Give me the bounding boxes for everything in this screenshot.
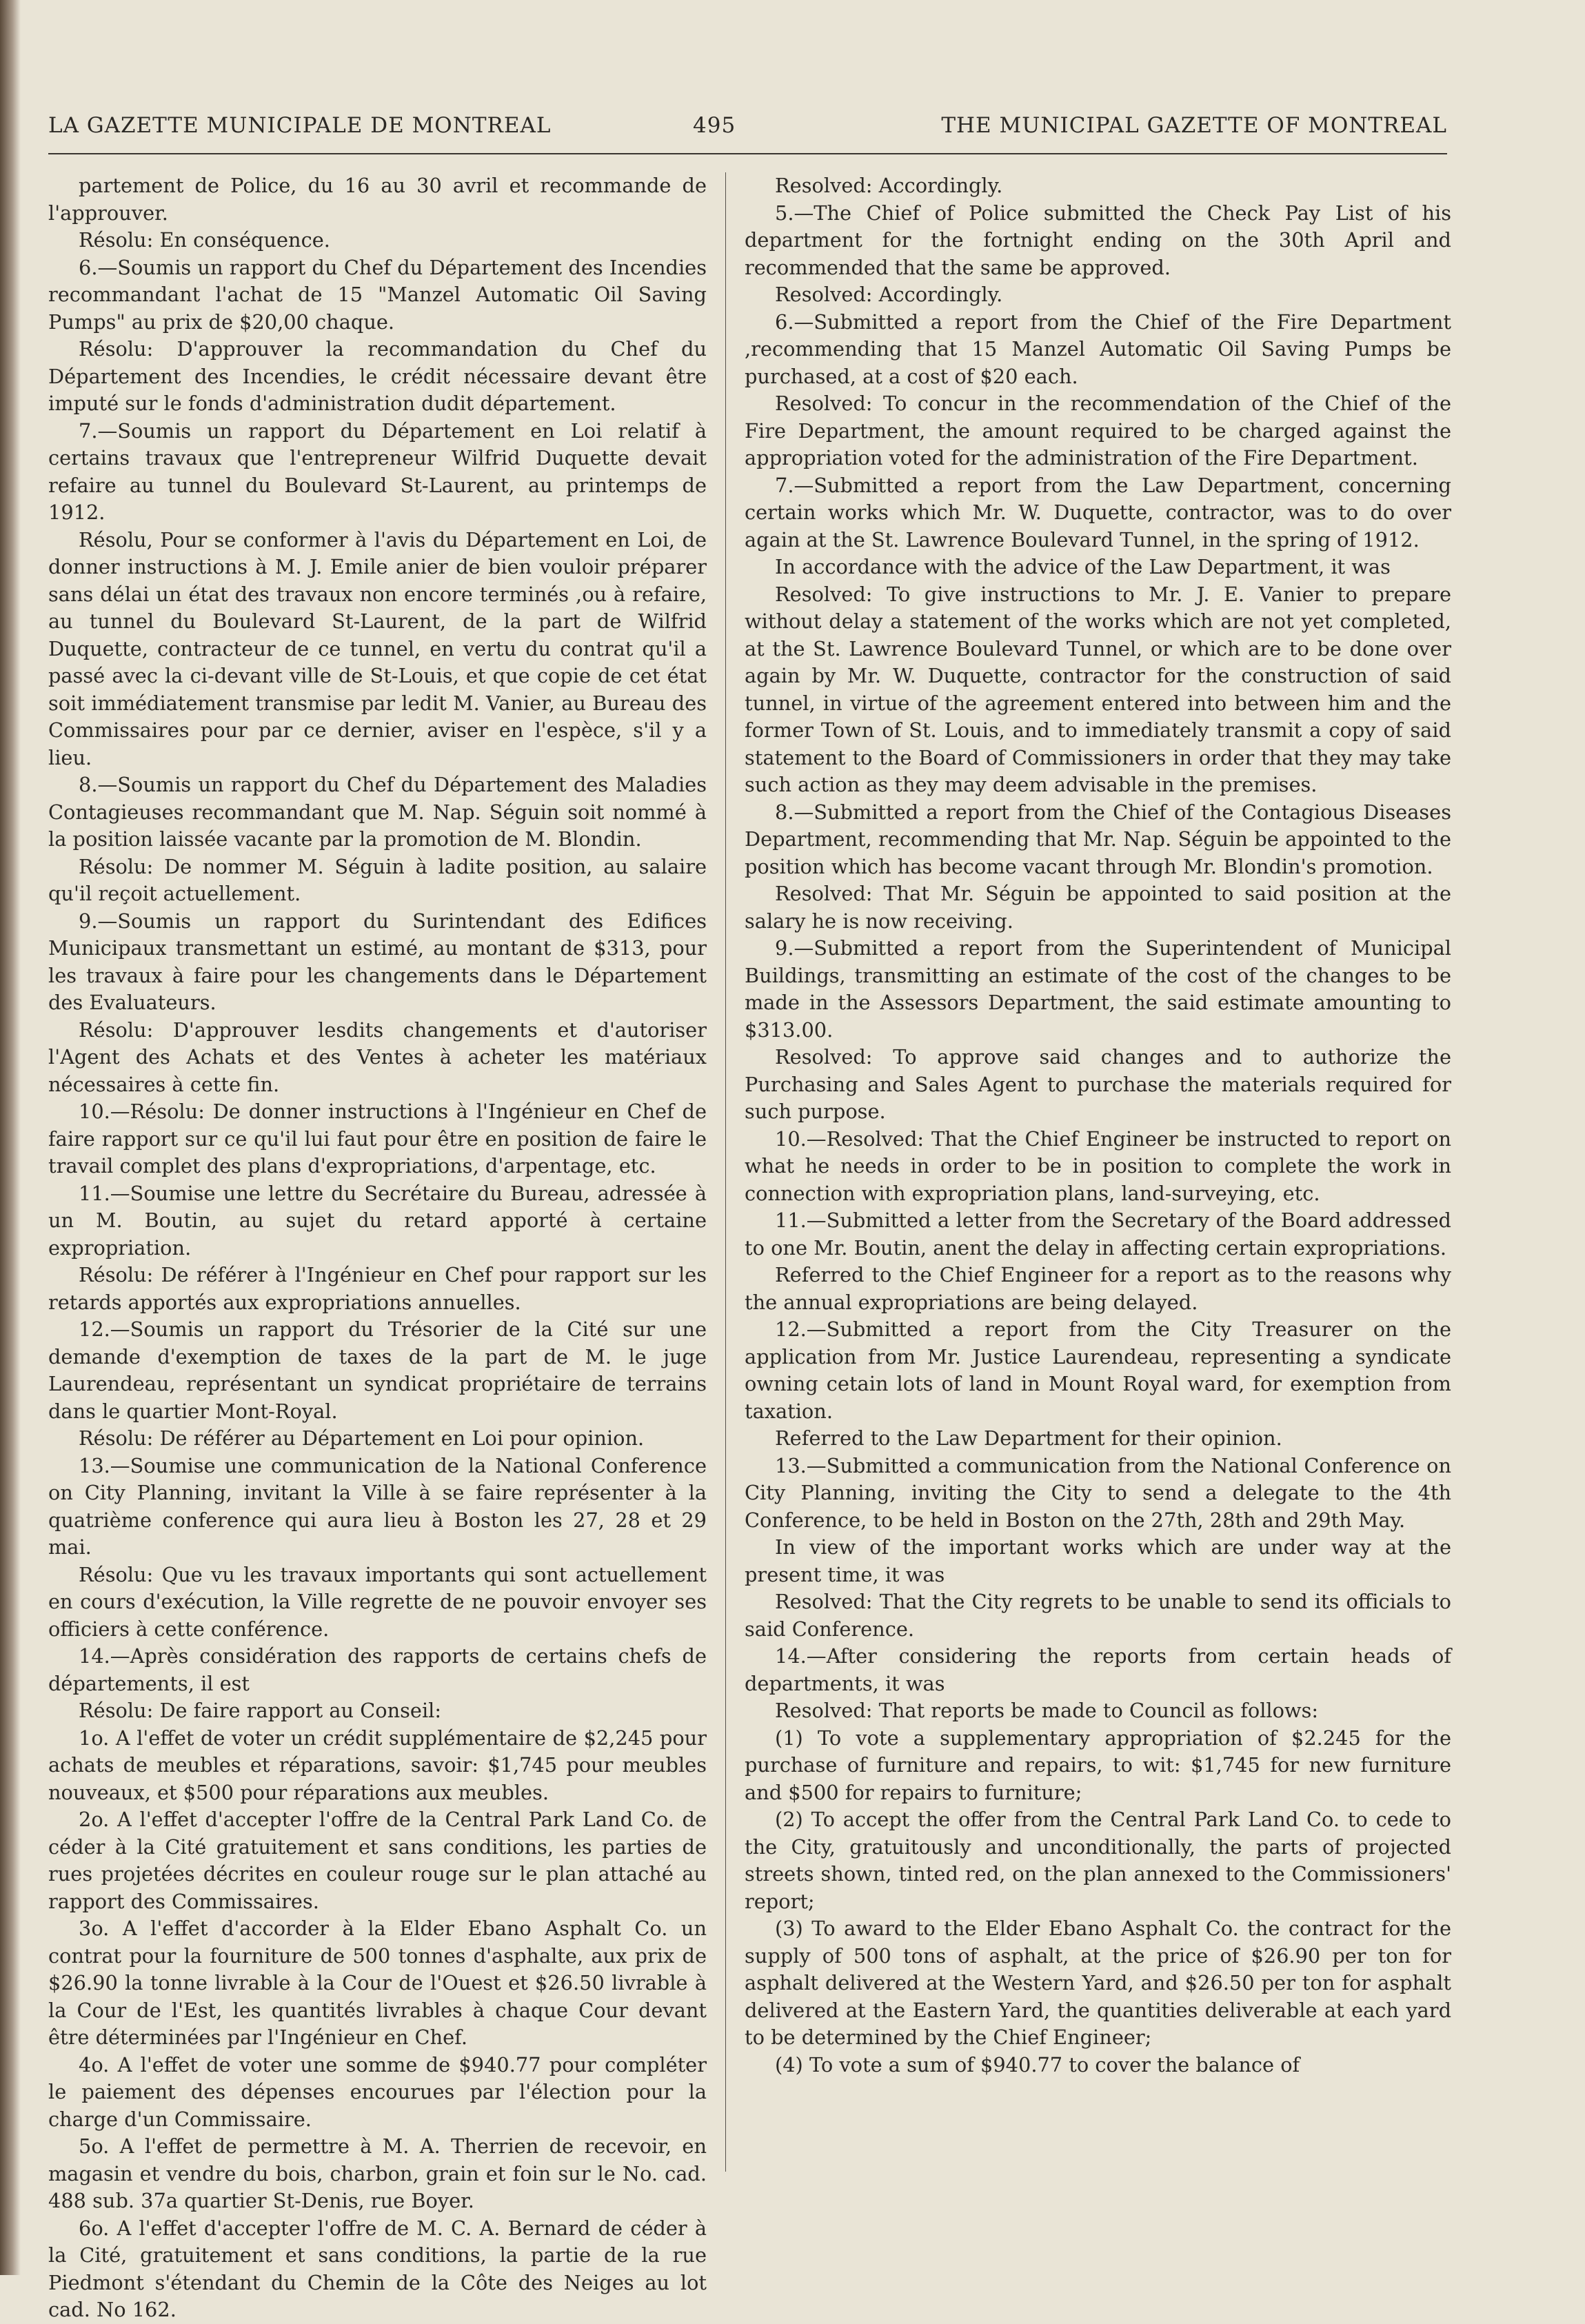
page-number: 495 [693, 113, 736, 138]
paragraph: 6.—Submitted a report from the Chief of the Fire Department ,recommending that 15 Manzel Automatic Oil Saving Pumps be purchased, at a cost of $20 each. [745, 310, 1451, 388]
paragraph: 12.—Soumis un rapport du Trésorier de la Cité sur une demande d'exemption de taxes de la part de M. le juge Laurendeau, représentant un syndicat propriétaire de terrains dans le quartier Mont-Royal. [48, 1317, 707, 1423]
paragraph: 6o. A l'effet d'accepter l'offre de M. C. A. Bernard de céder à la Cité, gratuitement et sans conditions, la partie de la rue Piedmont s'étendant du Chemin de la Côte des Neiges au lot cad. No 162. [48, 2216, 707, 2321]
paragraph: Resolved: Accordingly. [775, 174, 1003, 197]
paragraph: 5o. A l'effet de permettre à M. A. Therrien de recevoir, en magasin et vendre du bois, charbon, grain et foin sur le No. cad. 488 sub. 37a quartier St-Denis, rue Boyer. [48, 2134, 707, 2212]
paragraph: 8.—Soumis un rapport du Chef du Département des Maladies Contagieuses recommandant que M. Nap. Séguin soit nommé à la position laissée vacante par la promotion de M. Blondin. [48, 773, 707, 851]
paragraph: 10.—Resolved: That the Chief Engineer be instructed to report on what he needs in order to be in position to complete the work in connection with expropriation plans, land-surveying, etc. [745, 1126, 1451, 1205]
paragraph: Résolu: De faire rapport au Conseil: [79, 1699, 442, 1722]
paragraph: 7.—Submitted a report from the Law Department, concerning certain works which Mr. W. Duquette, contractor, was to do over again at the St. Lawrence Boulevard Tunnel, in the spring of 1912. [745, 473, 1451, 552]
paragraph: 10.—Résolu: De donner instructions à l'Ingénieur en Chef de faire rapport sur ce qu'il lui faut pour être en position de faire le travail complet des plans d'expropriations, d'arpentage, etc. [48, 1100, 707, 1178]
paragraph: Resolved: That reports be made to Council as follows: [775, 1699, 1319, 1722]
paragraph: Referred to the Law Department for their opinion. [775, 1426, 1282, 1450]
paragraph: Résolu: D'approuver lesdits changements et d'autoriser l'Agent des Achats et des Ventes à acheter les matériaux nécessaires à cette fin. [48, 1018, 707, 1096]
paragraph: 8.—Submitted a report from the Chief of the Contagious Diseases Department, recommending that Mr. Nap. Séguin be appointed to the position which has become vacant through Mr. Blondin's promotion. [745, 800, 1451, 878]
paragraph: 2o. A l'effet d'accepter l'offre de la Central Park Land Co. de céder à la Cité gratuitement et sans conditions, les parties de rues projetées décrites en couleur rouge sur le plan attaché au rapport des Commissaires. [48, 1808, 707, 1913]
paragraph: In accordance with the advice of the Law Department, it was [775, 555, 1391, 578]
paragraph: (1) To vote a supplementary appropriation of $2.245 for the purchase of furniture and repairs, to wit: $1,745 for new furniture and $500 for repairs to furniture; [745, 1726, 1451, 1804]
paragraph: Résolu: De référer à l'Ingénieur en Chef pour rapport sur les retards apportés aux expropriations annuelles. [48, 1263, 707, 1314]
paragraph: (2) To accept the offer from the Central Park Land Co. to cede to the City, gratuitously and unconditionally, the parts of projected streets shown, tinted red, on the plan annexed to the Commissioners' report; [745, 1808, 1451, 1913]
paragraph: Résolu: De nommer M. Séguin à ladite position, au salaire qu'il reçoit actuellement. [48, 854, 707, 905]
paragraph: Résolu: De référer au Département en Loi pour opinion. [79, 1426, 645, 1450]
french-gazette-title: LA GAZETTE MUNICIPALE DE MONTREAL [48, 113, 552, 138]
paragraph: Resolved: To concur in the recommendation of the Chief of the Fire Department, the amount required to be charged against the appropriation voted for the administration of the Fire Department. [745, 392, 1451, 469]
paragraph: 4o. A l'effet de voter une somme de $940.77 pour compléter le paiement des dépenses encourues par l'élection pour la charge d'un Commissaire. [48, 2052, 707, 2131]
paragraph: 14.—Après considération des rapports de certains chefs de départements, il est [48, 1644, 707, 1695]
paragraph: (4) To vote a sum of $940.77 to cover the balance of [775, 2052, 1300, 2077]
paragraph: 5.—The Chief of Police submitted the Check Pay List of his department for the fortnight ending on the 30th April and recommended that the same be approved. [745, 201, 1451, 279]
paragraph: Résolu: Que vu les travaux importants qui sont actuellement en cours d'exécution, la Ville regrette de ne pouvoir envoyer ses officiers à cette conférence. [48, 1562, 707, 1641]
page-binding-shadow [0, 0, 21, 2275]
paragraph: 13.—Submitted a communication from the National Conference on City Planning, inviting the City to send a delegate to the 4th Conference, to be held in Boston on the 27th, 28th and 29th May. [745, 1453, 1451, 1532]
paragraph: In view of the important works which are under way at the present time, it was [745, 1535, 1451, 1586]
english-column [745, 172, 1451, 2172]
page-header [48, 103, 1447, 159]
paragraph: 3o. A l'effet d'accorder à la Elder Ebano Asphalt Co. un contrat pour la fourniture de 500 tonnes d'asphalte, aux prix de $26.90 la tonne livrable à la Cour de l'Ouest et $26.50 livrable à la Cour de l'Est, les quantités livrables à chaque Cour devant être déterminées par l'Ingénieur en Chef. [48, 1917, 707, 2049]
paragraph: 6.—Soumis un rapport du Chef du Département des Incendies recommandant l'achat de 15 "Manzel Automatic Oil Saving Pumps" au prix de $20,00 chaque. [48, 255, 707, 334]
paragraph: 14.—After considering the reports from certain heads of departments, it was [745, 1644, 1451, 1695]
paragraph: Resolved: Accordingly. [775, 283, 1003, 306]
paragraph: Résolu: D'approuver la recommandation du Chef du Département des Incendies, le crédit nécessaire devant être imputé sur le fonds d'administration dudit département. [48, 337, 707, 415]
paragraph: 7.—Soumis un rapport du Département en Loi relatif à certains travaux que l'entrepreneur Wilfrid Duquette devait refaire au tunnel du Boulevard St-Laurent, au printemps de 1912. [48, 418, 707, 524]
paragraph: Résolu: En conséquence. [79, 228, 330, 252]
paragraph: Resolved: To give instructions to Mr. J. E. Vanier to prepare without delay a statement of the works which are not yet completed, at the St. Lawrence Boulevard Tunnel, or which are to be done over again by Mr. W. Duquette, contractor for the construction of said tunnel, in virtue of the agreement entered into between him and the former Town of St. Louis, and to immediately transmit a copy of said statement to the Board of Commissioners in order that they may take such action as they may deem advisable in the premises. [745, 582, 1451, 796]
english-gazette-title: THE MUNICIPAL GAZETTE OF MONTREAL [941, 113, 1447, 138]
paragraph: Resolved: That the City regrets to be unable to send its officials to said Conference. [745, 1590, 1451, 1641]
french-column [48, 172, 707, 2321]
paragraph: 11.—Soumise une lettre du Secrétaire du Bureau, adressée à un M. Boutin, au sujet du retard apporté à certaine expropriation. [48, 1181, 707, 1260]
paragraph: partement de Police, du 16 au 30 avril et recommande de l'approuver. [48, 174, 707, 225]
paragraph: 12.—Submitted a report from the City Treasurer on the application from Mr. Justice Laurendeau, representing a syndicate owning cetain lots of land in Mount Royal ward, for exemption from taxation. [745, 1317, 1451, 1423]
paragraph: Résolu, Pour se conformer à l'avis du Département en Loi, de donner instructions à M. J. Emile anier de bien vouloir préparer sans délai un état des travaux non encore terminés ,ou à refaire, au tunnel du Boulevard St-Laurent, de la part de Wilfrid Duquette, contracteur de ce tunnel, en vertu du contrat qu'il a passé avec la ci-devant ville de St-Louis, et que copie de cet état soit immédiatement transmise par ledit M. Vanier, au Bureau des Commissaires pour par ce dernier, aviser en l'espèce, s'il y a lieu. [48, 527, 707, 769]
paragraph: 13.—Soumise une communication de la National Conference on City Planning, invitant la Ville à se faire représenter à la quatrième conference qui aura lieu à Boston les 27, 28 et 29 mai. [48, 1453, 707, 1559]
column-divider [725, 172, 726, 2172]
paragraph: Resolved: That Mr. Séguin be appointed to said position at the salary he is now receiving. [745, 882, 1451, 933]
paragraph: Referred to the Chief Engineer for a report as to the reasons why the annual expropriations are being delayed. [745, 1263, 1451, 1314]
paragraph: 1o. A l'effet de voter un crédit supplémentaire de $2,245 pour achats de meubles et réparations, savoir: $1,745 pour meubles nouveaux, et $500 pour réparations aux meubles. [48, 1726, 707, 1804]
paragraph: 11.—Submitted a letter from the Secretary of the Board addressed to one Mr. Boutin, anent the delay in affecting certain expropriations. [745, 1209, 1451, 1260]
paragraph: Resolved: To approve said changes and to authorize the Purchasing and Sales Agent to purchase the materials required for such purpose. [745, 1045, 1451, 1123]
paragraph: (3) To award to the Elder Ebano Asphalt Co. the contract for the supply of 500 tons of asphalt, at the price of $26.90 per ton for asphalt delivered at the Western Yard, and $26.50 per ton for asphalt delivered at the Eastern Yard, the quantities deliverable at each yard to be determined by the Chief Engineer; [745, 1917, 1451, 2049]
header-rule [48, 153, 1447, 154]
paragraph: 9.—Submitted a report from the Superintendent of Municipal Buildings, transmitting an estimate of the cost of the changes to be made in the Assessors Department, the said estimate amounting to $313.00. [745, 936, 1451, 1042]
paragraph: 9.—Soumis un rapport du Surintendant des Edifices Municipaux transmettant un estimé, au montant de $313, pour les travaux à faire pour les changements dans le Département des Evaluateurs. [48, 909, 707, 1014]
